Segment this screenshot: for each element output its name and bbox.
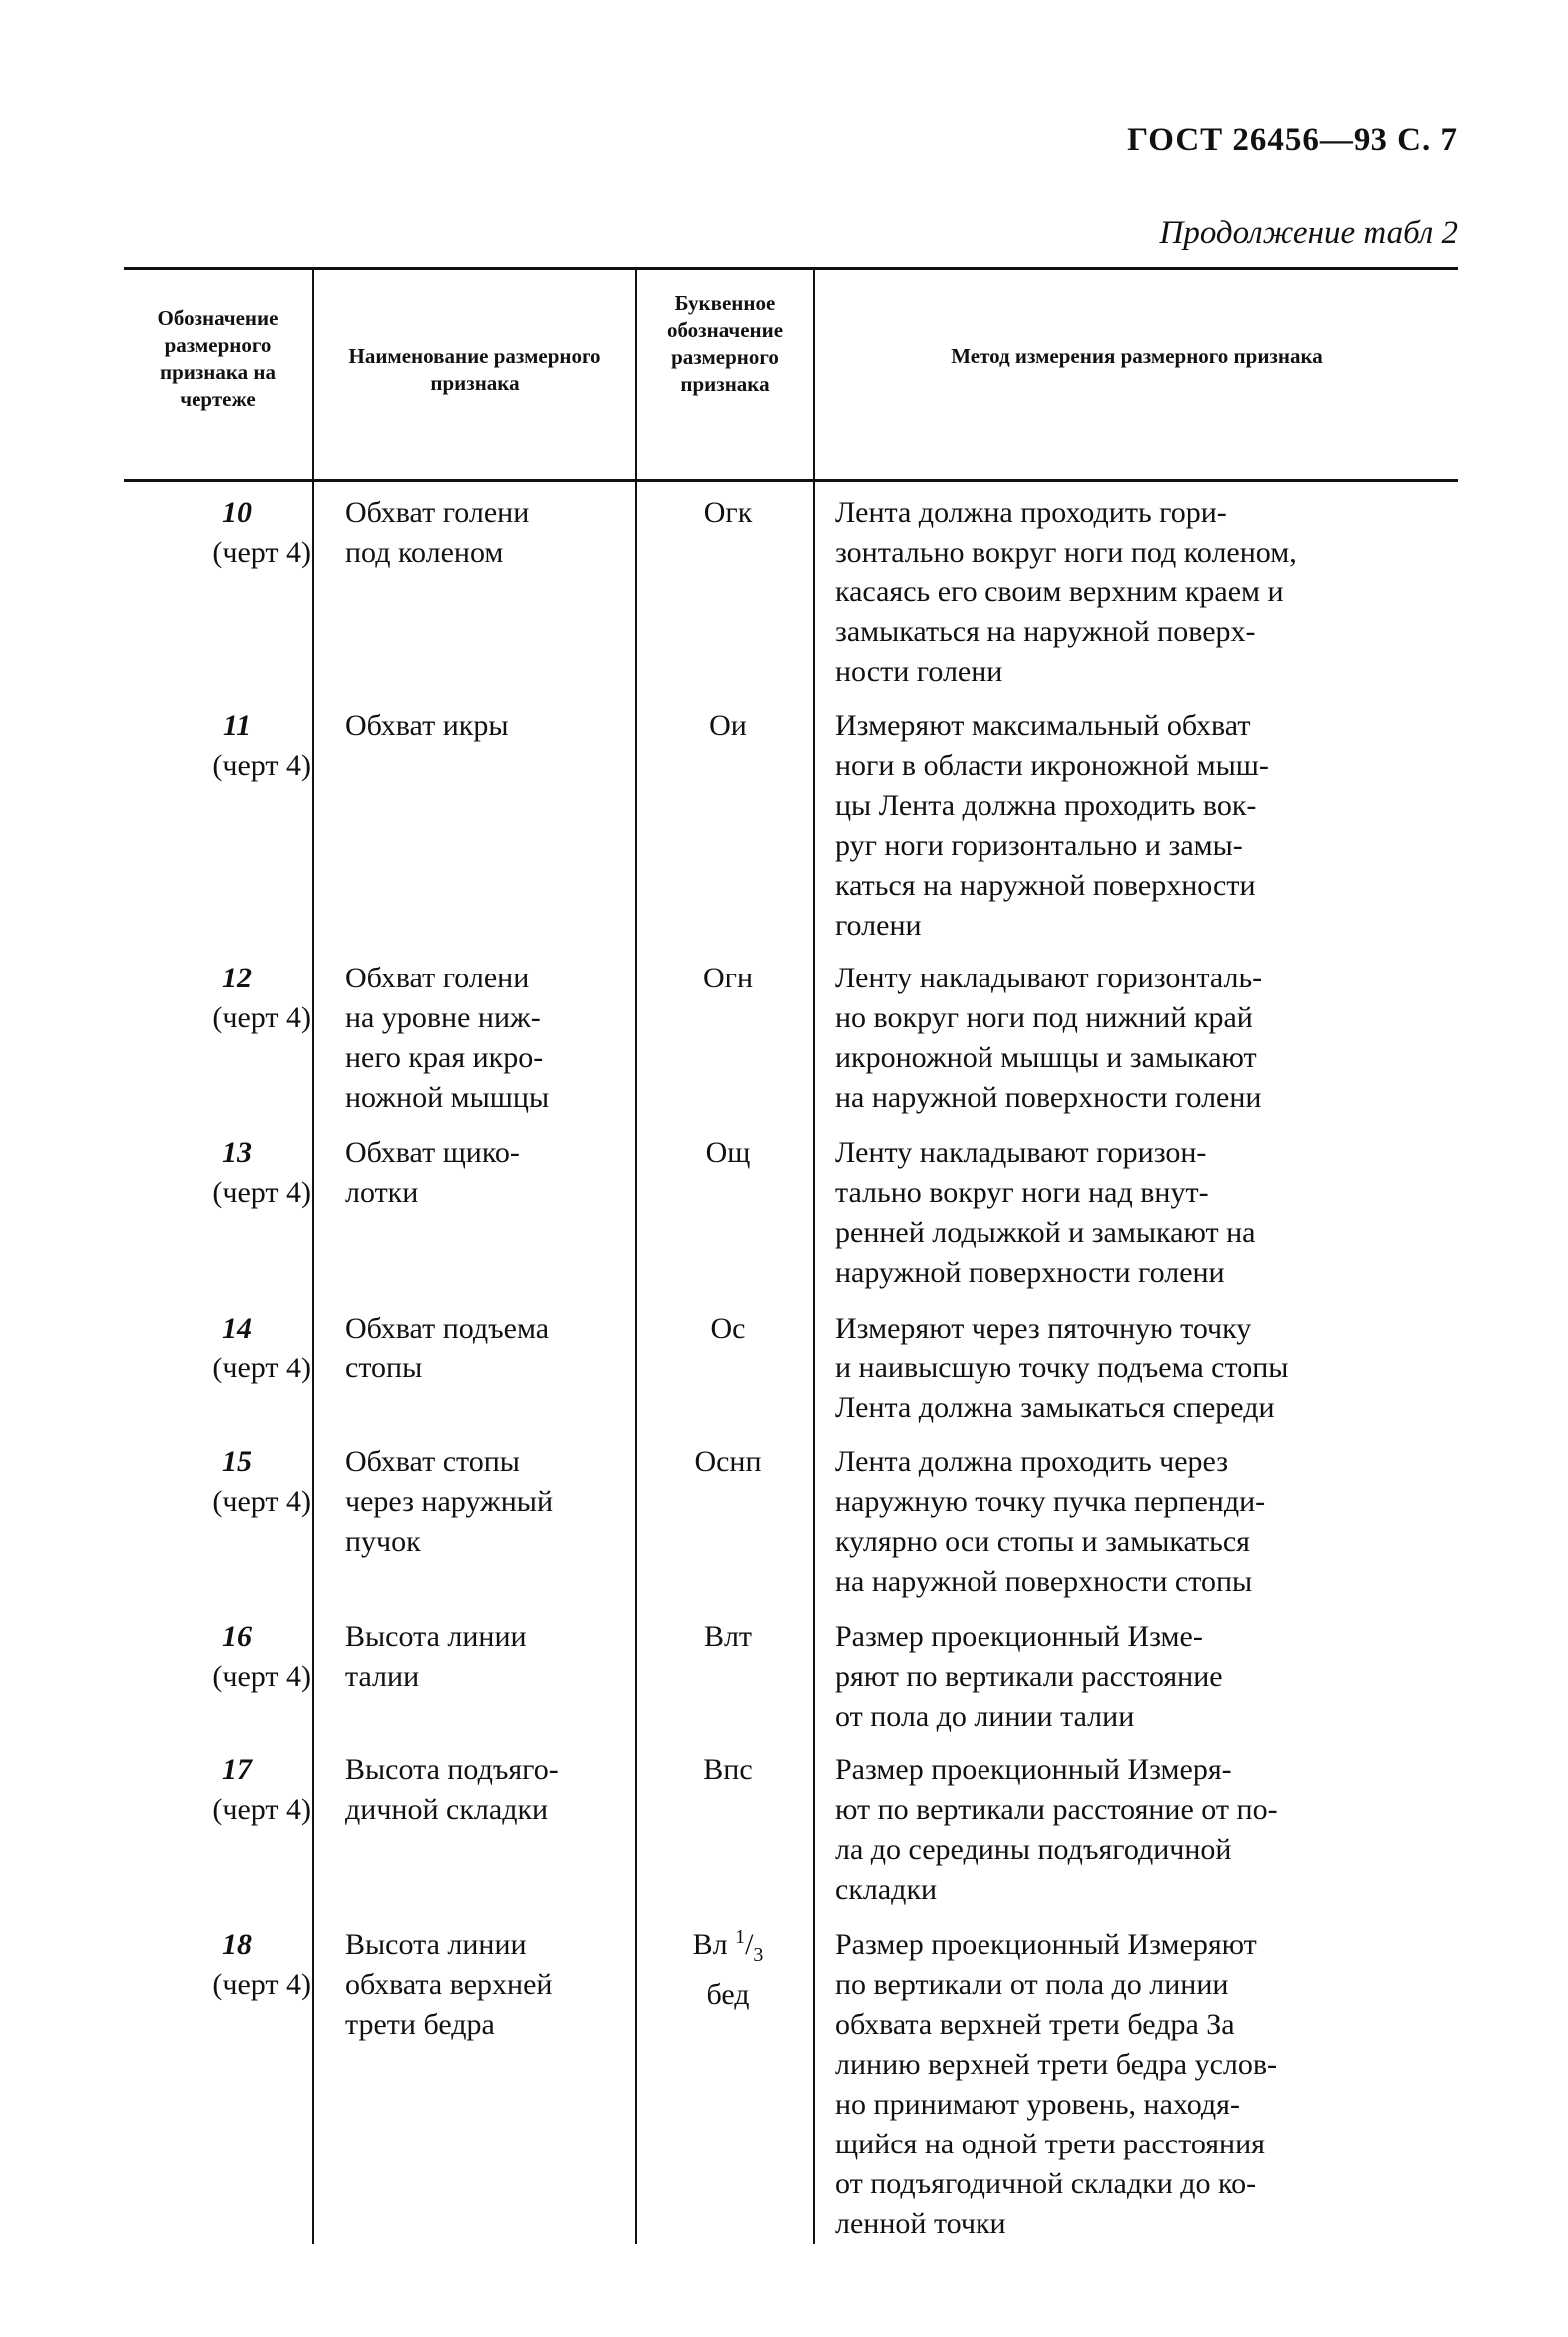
drawing-ref: (черт 4) [212,1001,311,1034]
letter-code: Ос [710,1312,746,1345]
column-header-name: Наименование размерного признака [348,344,601,395]
method-line: руг ноги горизонтально и замы- [835,829,1243,862]
row-number: 18 [222,1928,252,1961]
feature-name-line: Обхват голени [345,496,530,529]
method-line: на наружной поверхности голени [835,1081,1262,1114]
feature-name-line: дичной складки [345,1793,549,1826]
letter-code-part: бед [706,1978,750,2011]
method-line: от пола до линии талии [835,1700,1135,1733]
drawing-ref: (черт 4) [212,1176,311,1209]
row-number: 17 [222,1753,252,1786]
method-line: ности голени [835,655,1003,688]
feature-name-line: ножной мышцы [345,1081,550,1114]
method-line: ла до середины подъягодичной [835,1833,1232,1866]
header-bottom-rule [124,479,1458,482]
feature-name-line: через наружный [345,1485,554,1518]
feature-name-line: Обхват голени [345,962,530,994]
feature-name-line: Обхват щико- [345,1136,520,1169]
feature-name-line: пучок [345,1525,421,1558]
method-line: Размер проекционный Измеря- [835,1753,1232,1786]
feature-name-line: Обхват стопы [345,1445,520,1478]
row-number: 11 [222,709,252,742]
letter-code: Огк [703,496,753,529]
method-line: каться на наружной поверхности [835,869,1256,902]
letter-code-part: Вл [692,1928,728,1961]
feature-name-line: лотки [345,1176,419,1209]
method-line: наружную точку пучка перпенди- [835,1485,1266,1518]
method-line: на наружной поверхности стопы [835,1565,1253,1598]
letter-code: Ои [709,709,747,742]
method-line: ряют по вертикали расстояние [835,1660,1223,1693]
method-line: и наивысшую точку подъема стопы [835,1352,1289,1384]
feature-name-line: Обхват икры [345,709,509,742]
method-line: кулярно оси стопы и замыкаться [835,1525,1250,1558]
column-header-method: Метод измерения размерного признака [951,344,1323,368]
letter-code: Вл $^1/_3$ [692,1926,764,1966]
drawing-ref: (черт 4) [212,1352,311,1384]
method-line: Измеряют максимальный обхват [835,709,1251,742]
method-line: ноги в области икроножной мыш- [835,749,1269,782]
row-number: 10 [222,496,252,529]
method-line: икроножной мышцы и замыкают [835,1041,1257,1074]
letter-code: Оснп [694,1445,762,1478]
feature-name-line: талии [345,1660,420,1693]
drawing-ref: (черт 4) [212,1660,311,1693]
method-line: Ленту накладывают горизонталь- [835,962,1263,994]
method-line: линию верхней трети бедра услов- [835,2048,1278,2081]
fraction-denominator: 3 [753,1944,764,1966]
row-number: 16 [222,1620,252,1653]
method-line: ленной точки [835,2207,1006,2240]
method-line: замыкаться на наружной поверх- [835,615,1256,648]
method-line: Ленту накладывают горизон- [835,1136,1207,1169]
drawing-ref: (черт 4) [212,536,311,569]
drawing-ref: (черт 4) [212,1793,311,1826]
letter-code: Огн [702,962,754,994]
method-line: наружной поверхности голени [835,1256,1225,1289]
method-line: голени [835,909,922,942]
method-line: цы Лента должна проходить вок- [835,789,1257,822]
table-top-rule [124,267,1458,270]
method-line: Размер проекционный Изме- [835,1620,1203,1653]
method-line: ренней лодыжкой и замыкают на [835,1216,1256,1249]
method-line: зонтально вокруг ноги под коленом, [835,536,1297,569]
fraction-numerator: 1 [735,1926,746,1948]
page-header: ГОСТ 26456—93 С. 7 [1127,122,1458,158]
letter-code: Впс [703,1753,753,1786]
row-number: 15 [222,1445,252,1478]
method-line: от подъягодичной складки до ко- [835,2167,1257,2200]
feature-name-line: Высота линии [345,1928,527,1961]
method-line: но вокруг ноги под нижний край [835,1001,1253,1034]
row-number: 14 [222,1312,252,1345]
method-line: по вертикали от пола до линии [835,1968,1229,2001]
table-continuation: Продолжение табл 2 [1159,215,1458,251]
row-number: 13 [222,1136,252,1169]
feature-name-line: трети бедра [345,2008,495,2041]
letter-code: Ощ [705,1136,751,1169]
feature-name-line: него края икро- [345,1041,544,1074]
method-line: касаясь его своим верхним краем и [835,576,1284,608]
feature-name-line: обхвата верхней [345,1968,553,2001]
letter-code: Влт [703,1620,753,1653]
method-line: Лента должна проходить через [835,1445,1229,1478]
feature-name-line: стопы [345,1352,423,1384]
method-line: Лента должна проходить гори- [835,496,1227,529]
feature-name-line: Высота подъяго- [345,1753,559,1786]
row-number: 12 [222,962,252,994]
feature-name-line: Обхват подъема [345,1312,550,1345]
method-line: Измеряют через пяточную точку [835,1312,1252,1345]
feature-name-line: Высота линии [345,1620,527,1653]
column-header-designation: Обозначение размерного признака на чертеже [157,306,279,411]
column-header-letter-code: Буквенное обозначение размерного признака [666,291,784,396]
method-line: Лента должна замыкаться спереди [835,1391,1275,1424]
method-line: тально вокруг ноги над внут- [835,1176,1209,1209]
method-line: ют по вертикали расстояние от по- [835,1793,1278,1826]
drawing-ref: (черт 4) [212,749,311,782]
column-divider-1 [312,269,314,2244]
drawing-ref: (черт 4) [212,1485,311,1518]
feature-name-line: на уровне ниж- [345,1001,541,1034]
method-line: щийся на одной трети расстояния [835,2128,1265,2160]
method-line: обхвата верхней трети бедра За [835,2008,1235,2041]
method-line: но принимают уровень, находя- [835,2088,1240,2121]
method-line: Размер проекционный Измеряют [835,1928,1257,1961]
method-line: складки [835,1873,938,1906]
feature-name-line: под коленом [345,536,504,569]
drawing-ref: (черт 4) [212,1968,311,2001]
